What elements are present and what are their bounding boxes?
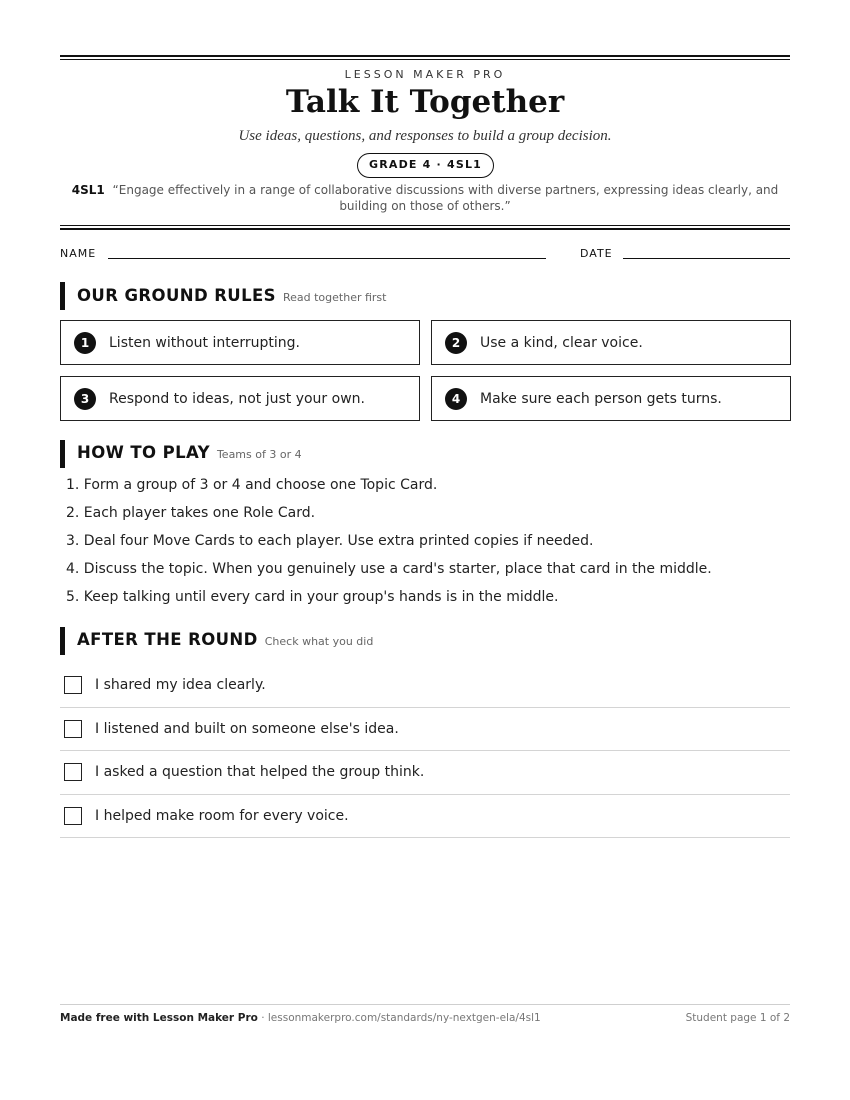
footer-page-number: Student page 1 of 2	[685, 1012, 790, 1024]
name-label: NAME	[60, 247, 97, 260]
ground-rule-card	[431, 376, 791, 421]
page-subtitle: Use ideas, questions, and responses to build a group decision.	[238, 128, 612, 144]
name-field-line[interactable]	[108, 258, 546, 259]
standard-text: “Engage effectively in a range of collaborative discussions with diverse partners, expressing ideas clearly, and building on those of others.”	[112, 183, 779, 213]
page-title: Talk It Together	[285, 84, 565, 120]
footer-credit	[60, 1012, 541, 1024]
after-round-heading: AFTER THE ROUND	[77, 630, 258, 649]
how-to-play-steps	[66, 474, 786, 614]
rule-text: Use a kind, clear voice.	[480, 334, 643, 351]
grade-badge: GRADE 4 · 4SL1	[357, 153, 494, 178]
ground-rules-subtitle: Read together first	[282, 291, 387, 304]
rule-number-badge: 4	[445, 388, 467, 410]
section-title-after-round	[77, 630, 373, 649]
checkbox[interactable]	[64, 807, 82, 825]
standard-statement	[60, 182, 790, 214]
step-item: 1. Form a group of 3 or 4 and choose one Topic Card.	[66, 477, 438, 493]
checklist-text: I listened and built on someone else's idea.	[95, 720, 399, 737]
section-title-ground-rules	[77, 286, 386, 305]
how-to-play-heading: HOW TO PLAY	[77, 443, 210, 462]
ground-rules-heading: OUR GROUND RULES	[77, 286, 276, 305]
checklist-item	[60, 751, 790, 795]
ground-rule-card	[431, 320, 791, 365]
date-label: DATE	[580, 247, 613, 260]
header-rule-bottom-thin	[60, 225, 790, 226]
footer-made-with: Made free with Lesson Maker Pro	[60, 1012, 258, 1024]
standard-code: 4SL1	[71, 183, 105, 197]
header-rule-top	[60, 55, 790, 57]
after-round-checklist	[60, 664, 790, 838]
rule-text: Respond to ideas, not just your own.	[109, 390, 365, 407]
section-marker-how-to-play	[60, 440, 65, 468]
rule-number-badge: 2	[445, 332, 467, 354]
step-item: 3. Deal four Move Cards to each player. Use extra printed copies if needed.	[66, 533, 594, 549]
step-item: 2. Each player takes one Role Card.	[66, 505, 316, 521]
rule-number-badge: 3	[74, 388, 96, 410]
section-marker-ground-rules	[60, 282, 65, 310]
checkbox[interactable]	[64, 763, 82, 781]
checkbox[interactable]	[64, 676, 82, 694]
header-rule-bottom	[60, 228, 790, 230]
checklist-text: I asked a question that helped the group think.	[95, 764, 425, 780]
step-item: 4. Discuss the topic. When you genuinely use a card's starter, place that card in the middle.	[66, 561, 712, 577]
section-marker-after-round	[60, 627, 65, 655]
footer-url[interactable]: · lessonmakerpro.com/standards/ny-nextgen-ela/4sl1	[257, 1012, 541, 1024]
ground-rule-card	[60, 320, 420, 365]
how-to-play-subtitle: Teams of 3 or 4	[216, 448, 302, 461]
brand-label: LESSON MAKER PRO	[344, 68, 506, 81]
header-rule-top-thin	[60, 59, 790, 60]
checklist-item	[60, 795, 790, 839]
rule-text: Make sure each person gets turns.	[480, 390, 722, 407]
checklist-text: I shared my idea clearly.	[95, 677, 266, 693]
rule-text: Listen without interrupting.	[109, 334, 300, 351]
rule-number-badge: 1	[74, 332, 96, 354]
section-title-how-to-play	[77, 443, 302, 462]
checklist-text: I helped make room for every voice.	[95, 807, 349, 824]
checklist-item	[60, 664, 790, 708]
checkbox[interactable]	[64, 720, 82, 738]
footer-rule	[60, 1004, 790, 1005]
step-item: 5. Keep talking until every card in your group's hands is in the middle.	[66, 589, 559, 605]
ground-rule-card	[60, 376, 420, 421]
after-round-subtitle: Check what you did	[264, 635, 374, 648]
checklist-item	[60, 708, 790, 752]
date-field-line[interactable]	[623, 258, 790, 259]
